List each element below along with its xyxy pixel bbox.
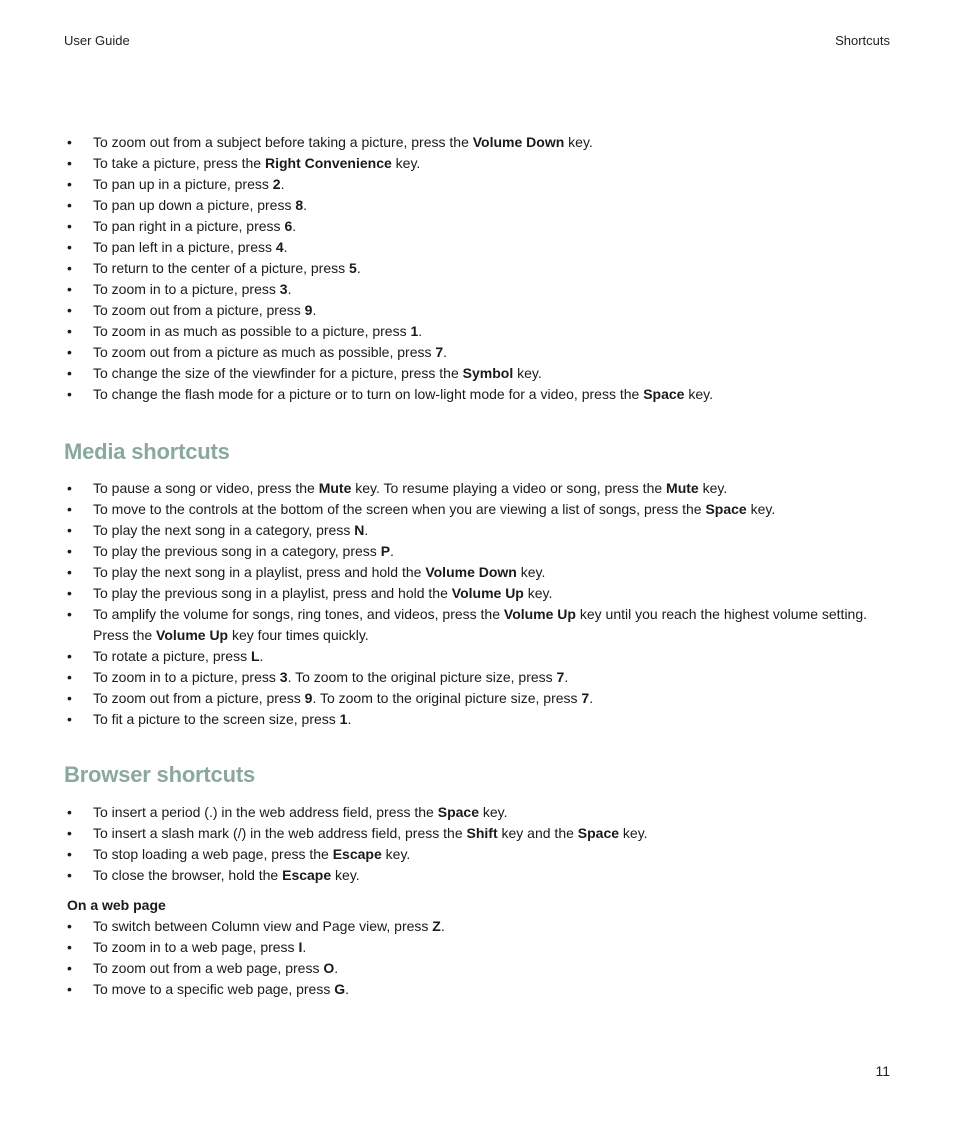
key-name: Z: [432, 918, 441, 934]
media-shortcuts-section: [64, 478, 890, 730]
list-item: • To pan up down a picture, press 8.: [64, 195, 890, 216]
key-name: Volume Up: [156, 627, 229, 643]
list-item: • To pan up in a picture, press 2.: [64, 174, 890, 195]
key-name: 7: [556, 669, 565, 685]
list-item: • To move to the controls at the bottom of the screen when you are viewing a list of songs, press the Space key.: [64, 499, 890, 520]
key-name: 6: [284, 218, 293, 234]
list-item: • To pause a song or video, press the Mute key. To resume playing a video or song, press the Mute key.: [64, 478, 890, 499]
browser-shortcuts-heading: Browser shortcuts: [64, 762, 255, 787]
list-item: • To close the browser, hold the Escape key.: [64, 865, 890, 886]
key-name: I: [298, 939, 303, 955]
key-name: Escape: [282, 867, 332, 883]
key-name: G: [334, 981, 346, 997]
list-item: • To zoom out from a subject before taking a picture, press the Volume Down key.: [64, 132, 890, 153]
list-item: • To switch between Column view and Page view, press Z.: [64, 916, 890, 937]
browser-shortcuts-section: [64, 802, 890, 886]
page-number: 11: [875, 1063, 890, 1079]
list-item: • To zoom in to a web page, press I.: [64, 937, 890, 958]
list-item: • To zoom out from a picture as much as possible, press 7.: [64, 342, 890, 363]
key-name: Mute: [666, 480, 699, 496]
key-name: Symbol: [462, 365, 514, 381]
media-shortcuts-list: [64, 478, 890, 730]
web-page-subheading: On a web page: [67, 897, 166, 913]
list-item: • To stop loading a web page, press the Escape key.: [64, 844, 890, 865]
list-item: • To zoom in to a picture, press 3.: [64, 279, 890, 300]
key-name: Space: [437, 804, 479, 820]
key-name: 9: [304, 302, 313, 318]
list-item: • To play the next song in a playlist, press and hold the Volume Down key.: [64, 562, 890, 583]
key-name: Volume Down: [472, 134, 565, 150]
list-item: • To play the previous song in a playlist, press and hold the Volume Up key.: [64, 583, 890, 604]
list-item: • To change the flash mode for a picture or to turn on low-light mode for a video, press the Space key.: [64, 384, 890, 405]
key-name: 5: [349, 260, 357, 276]
key-name: Shift: [466, 825, 498, 841]
key-name: 9: [304, 690, 313, 706]
running-header-right: Shortcuts: [835, 33, 890, 48]
list-item: • To zoom out from a picture, press 9.: [64, 300, 890, 321]
list-item: • To play the previous song in a category, press P.: [64, 541, 890, 562]
web-page-shortcuts-list: [64, 916, 890, 1000]
camera-shortcuts-list: [64, 132, 890, 405]
key-name: Right Convenience: [264, 155, 392, 171]
key-name: 1: [339, 711, 348, 727]
key-name: 7: [581, 690, 590, 706]
list-item: • To amplify the volume for songs, ring tones, and videos, press the Volume Up key until you reach the highest volume setting. Press the Volume Up key four times quickly.: [64, 604, 890, 646]
key-name: 8: [295, 197, 304, 213]
list-item: • To fit a picture to the screen size, press 1.: [64, 709, 890, 730]
list-item: • To play the next song in a category, press N.: [64, 520, 890, 541]
key-name: 3: [279, 281, 288, 297]
browser-shortcuts-list: [64, 802, 890, 886]
web-page-section: [64, 916, 890, 1000]
key-name: 1: [410, 323, 419, 339]
key-name: N: [354, 522, 365, 538]
key-name: 7: [435, 344, 444, 360]
key-name: Volume Up: [503, 606, 576, 622]
list-item: • To rotate a picture, press L.: [64, 646, 890, 667]
key-name: 3: [279, 669, 288, 685]
key-name: Volume Down: [425, 564, 517, 580]
running-header-left: User Guide: [64, 33, 130, 48]
media-shortcuts-heading: Media shortcuts: [64, 439, 230, 464]
list-item: • To insert a slash mark (/) in the web address field, press the Shift key and the Space key.: [64, 823, 890, 844]
key-name: Space: [577, 825, 620, 841]
key-name: O: [323, 960, 335, 976]
key-name: Escape: [332, 846, 382, 862]
list-item: • To return to the center of a picture, press 5.: [64, 258, 890, 279]
key-name: Space: [643, 386, 685, 402]
camera-shortcuts-section: [64, 132, 890, 405]
list-item: • To insert a period (.) in the web address field, press the Space key.: [64, 802, 890, 823]
list-item: • To pan left in a picture, press 4.: [64, 237, 890, 258]
list-item: • To change the size of the viewfinder for a picture, press the Symbol key.: [64, 363, 890, 384]
key-name: L: [250, 648, 260, 664]
list-item: • To zoom in as much as possible to a picture, press 1.: [64, 321, 890, 342]
key-name: 4: [275, 239, 284, 255]
key-name: Volume Up: [451, 585, 524, 601]
key-name: Mute: [318, 480, 352, 496]
list-item: • To zoom in to a picture, press 3. To zoom to the original picture size, press 7.: [64, 667, 890, 688]
list-item: • To move to a specific web page, press G.: [64, 979, 890, 1000]
key-name: Space: [705, 501, 747, 517]
list-item: • To take a picture, press the Right Convenience key.: [64, 153, 890, 174]
list-item: • To zoom out from a web page, press O.: [64, 958, 890, 979]
key-name: 2: [272, 176, 281, 192]
list-item: • To pan right in a picture, press 6.: [64, 216, 890, 237]
key-name: P: [380, 543, 391, 559]
list-item: • To zoom out from a picture, press 9. To zoom to the original picture size, press 7.: [64, 688, 890, 709]
